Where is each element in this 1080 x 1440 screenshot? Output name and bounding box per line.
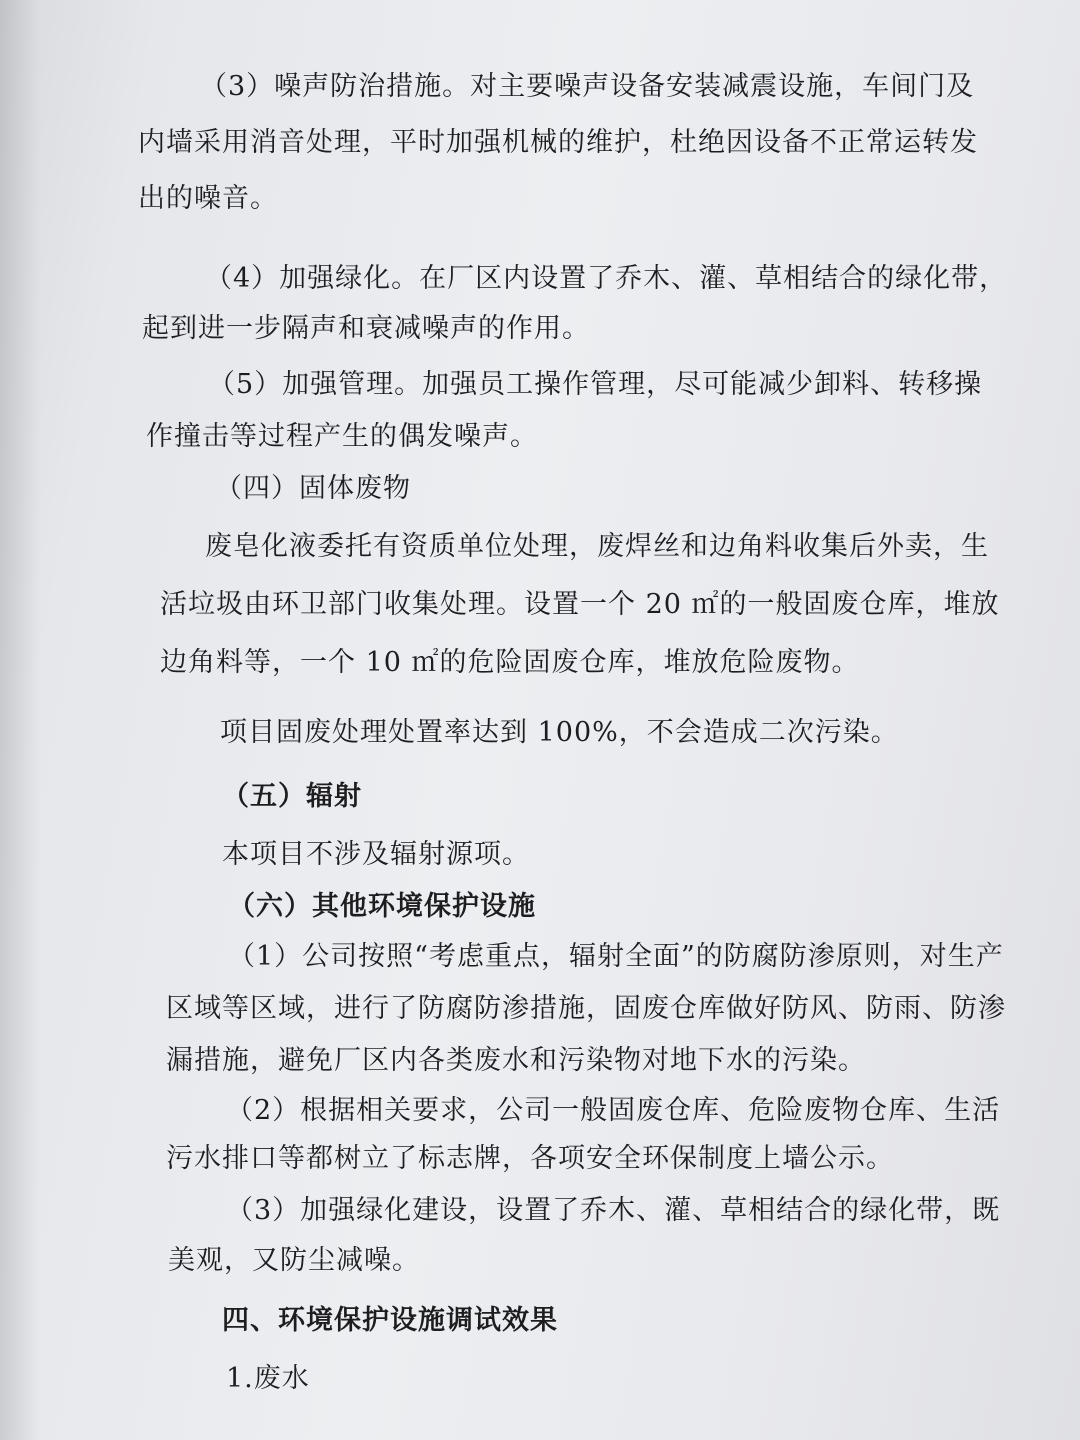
noise-item5-line1: （5）加强管理。加强员工操作管理，尽可能减少卸料、转移操 xyxy=(208,369,983,400)
other-item1-line2: 区域等区域，进行了防腐防渗措施，固废仓库做好防风、防雨、防渗 xyxy=(166,993,1006,1024)
solid-waste-para1-line3: 边角料等，一个 10 ㎡的危险固废仓库，堆放危险废物。 xyxy=(160,647,860,678)
other-facilities-heading: （六）其他环境保护设施 xyxy=(228,891,536,922)
noise-item5-line2: 作撞击等过程产生的偶发噪声。 xyxy=(146,421,538,452)
other-item1-line3: 漏措施，避免厂区内各类废水和污染物对地下水的污染。 xyxy=(166,1045,866,1076)
solid-waste-para1-line2: 活垃圾由环卫部门收集处理。设置一个 20 ㎡的一般固废仓库，堆放 xyxy=(160,589,1000,620)
radiation-heading: （五）辐射 xyxy=(222,781,362,812)
other-item2-line2: 污水排口等都树立了标志牌，各项安全环保制度上墙公示。 xyxy=(166,1143,894,1174)
section4-heading: 四、环境保护设施调试效果 xyxy=(222,1305,558,1336)
noise-item3-line3: 出的噪音。 xyxy=(138,183,278,214)
solid-waste-heading: （四）固体废物 xyxy=(215,473,411,504)
other-item3-line2: 美观，又防尘减噪。 xyxy=(168,1245,420,1276)
radiation-text: 本项目不涉及辐射源项。 xyxy=(222,839,530,870)
noise-item4-line1: （4）加强绿化。在厂区内设置了乔木、灌、草相结合的绿化带， xyxy=(205,263,1008,294)
solid-waste-para1-line1: 废皂化液委托有资质单位处理，废焊丝和边角料收集后外卖，生 xyxy=(205,531,989,562)
section4-sub1: 1.废水 xyxy=(226,1363,310,1394)
noise-item3-line1: （3）噪声防治措施。对主要噪声设备安装减震设施，车间门及 xyxy=(200,71,975,102)
other-item3-line1: （3）加强绿化建设，设置了乔木、灌、草相结合的绿化带，既 xyxy=(226,1195,1001,1226)
noise-item4-line2: 起到进一步隔声和衰减噪声的作用。 xyxy=(142,313,590,344)
solid-waste-para2: 项目固废处理处置率达到 100%，不会造成二次污染。 xyxy=(220,717,899,748)
page-edge-shadow xyxy=(0,0,40,1440)
other-item2-line1: （2）根据相关要求，公司一般固废仓库、危险废物仓库、生活 xyxy=(226,1095,1001,1126)
noise-item3-line2: 内墙采用消音处理，平时加强机械的维护，杜绝因设备不正常运转发 xyxy=(138,127,978,158)
other-item1-line1: （1）公司按照“考虑重点，辐射全面”的防腐防渗原则，对生产 xyxy=(228,941,1004,972)
